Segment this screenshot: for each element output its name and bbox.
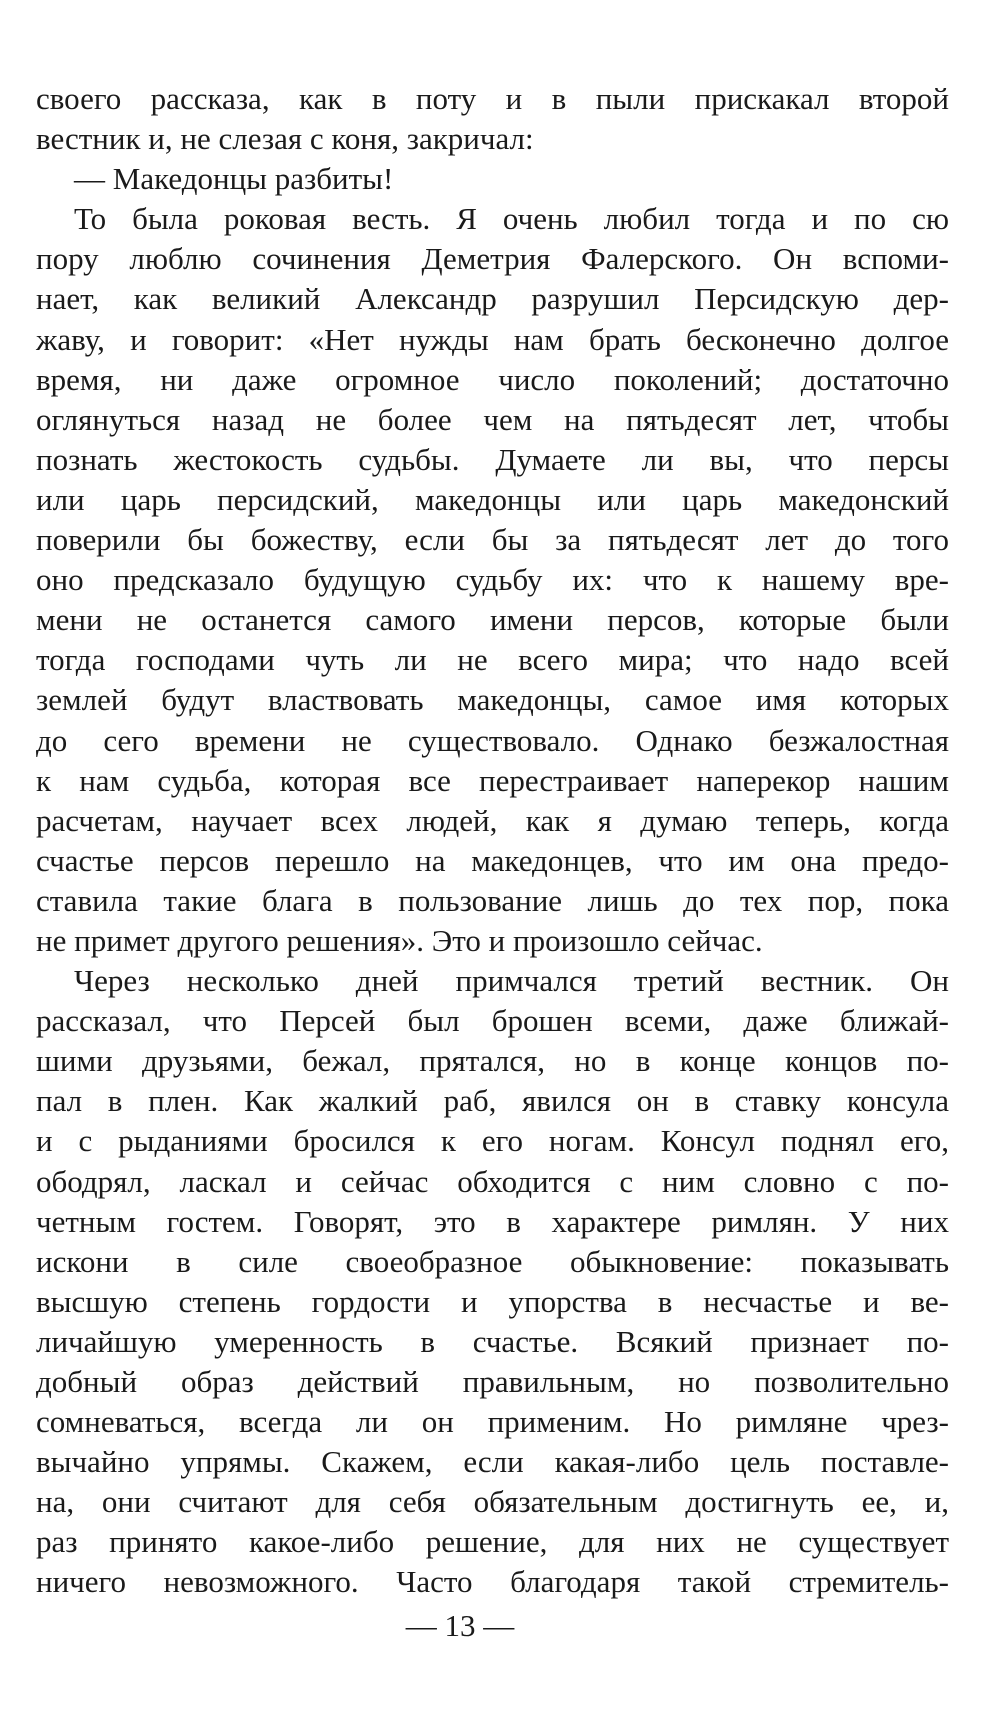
text-line: пал в плен. Как жалкий раб, явился он в ставку консула <box>36 1083 949 1119</box>
text-line: вычайно упрямы. Скажем, если какая-либо цель поставле- <box>36 1444 949 1480</box>
text-line: шими друзьями, бежал, прятался, но в конце концов по- <box>36 1043 949 1079</box>
text-line: землей будут властвовать македонцы, самое имя которых <box>36 682 949 718</box>
text-line: расчетам, научает всех людей, как я думаю теперь, когда <box>36 802 949 838</box>
text-line: тогда господами чуть ли не всего мира; что надо всей <box>36 642 949 678</box>
text-line: и с рыданиями бросился к его ногам. Консул поднял его, <box>36 1123 949 1159</box>
text-line: оно предсказало будущую судьбу их: что к нашему вре- <box>36 562 949 598</box>
text-line: на, они считают для себя обязательным достигнуть ее, и, <box>36 1484 949 1520</box>
text-line: время, ни даже огромное число поколений; достаточно <box>36 361 949 397</box>
text-line: четным гостем. Говорят, это в характере римлян. У них <box>36 1203 949 1239</box>
text-line: нает, как великий Александр разрушил Персидскую дер- <box>36 281 949 317</box>
text-line: добный образ действий правильным, но позволительно <box>36 1364 949 1399</box>
text-line: не примет другого решения». Это и произошло сейчас. <box>36 922 763 958</box>
text-line: до сего времени не существовало. Однако безжалостная <box>36 722 949 758</box>
text-line: пору люблю сочинения Деметрия Фалерского. Он вспоми- <box>36 241 949 277</box>
text-line: поверили бы божеству, если бы за пятьдесят лет до того <box>36 522 949 558</box>
page-number: — 13 — <box>405 1608 515 1643</box>
text-line: Через несколько дней примчался третий вестник. Он <box>74 963 949 999</box>
text-line: познать жестокость судьбы. Думаете ли вы, что персы <box>36 441 949 477</box>
text-line: мени не останется самого имени персов, которые были <box>36 602 949 638</box>
text-line: раз принято какое-либо решение, для них не существует <box>36 1524 949 1560</box>
text-line: ободрял, ласкал и сейчас обходится с ним словно с по- <box>36 1163 949 1199</box>
text-line: или царь персидский, македонцы или царь македонский <box>36 481 949 517</box>
text-line: высшую степень гордости и упорства в несчастье и ве- <box>36 1283 949 1319</box>
text-line: — Македонцы разбиты! <box>74 161 394 197</box>
text-line: То была роковая весть. Я очень любил тогда и по сю <box>74 201 949 237</box>
text-line: жаву, и говорит: «Нет нужды нам брать бесконечно долгое <box>36 321 949 357</box>
text-line: сомневаться, всегда ли он применим. Но римляне чрез- <box>36 1404 949 1440</box>
text-line: искони в силе своеобразное обыкновение: показывать <box>36 1243 949 1279</box>
text-line: своего рассказа, как в поту и в пыли прискакал второй <box>36 81 949 116</box>
text-line: оглянуться назад не более чем на пятьдесят лет, чтобы <box>36 401 949 437</box>
text-line: ничего невозможного. Часто благодаря такой стремитель- <box>36 1564 949 1600</box>
text-line: личайшую умеренность в счастье. Всякий признает по- <box>36 1323 949 1359</box>
text-line: вестник и, не слезая с коня, закричал: <box>36 121 534 157</box>
text-line: к нам судьба, которая все перестраивает наперекор нашим <box>36 762 949 798</box>
text-line: рассказал, что Персей был брошен всеми, даже ближай- <box>36 1003 949 1039</box>
body-text <box>36 79 949 1603</box>
text-line: счастье персов перешло на македонцев, что им она предо- <box>36 842 949 878</box>
text-line: ставила такие блага в пользование лишь до тех пор, пока <box>36 882 949 918</box>
